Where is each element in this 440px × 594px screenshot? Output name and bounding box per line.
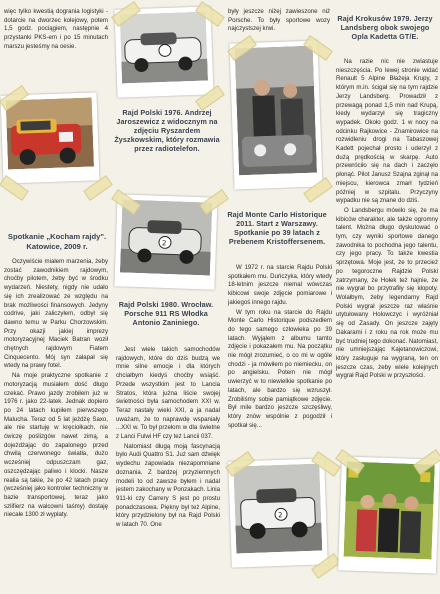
right-column: Na razie nic nie zwiastuje nieszczęścia. Po lewej stronie widać Renault 5 Alpine Błażeja Krupy, z którym m.in. ścigał się na tym rajdzie Jerzy Landsberg. Prowadził z przewagą ponad 1,5 min nad Krupą, kiedy wydarzył się tragiczny wypadek. Około godz. 1 w nocy na odcinku Rajkowice - Znamirowice na rozwidleniu drogi na Tabaszowej Kadett pojechał prosto i uderzył z dużą prędkością w skarpę. Auto przewróciło się na dach i zaczęło płonąć. Pilot Janusz Szajna zginął na miejscu, kierowca zmarł tydzień później w szpitalu. Przyczyny wypadku nie są znane do dziś. O Landsbergu mówiło się, że ma kibiców charakter, ale także ogromny talent. Można długo dyskutować o tym, czy wyniki sportowe danego zawodnika to pochodna jego talentu, czy jego pracy. To także kwestia sprzętowa. Moje jest, że to przecież po tegoroczne Rajdzie Polski zatrzymany, że Hołek też hajnie, że nie wygrał bo przytrafiły się kłopoty. Wolałbym, żeby legendarny Rajd Polski wygrał jeszcze raz właśnie utytułowany Holowczyc i wyróżniał się od Zasady. On jeszcze zajęty Dakarami i z roku na rok może mu być trudniej tego dokonać. Natomiast, nie umniejszając Kajetanowiczowi, który zasługuje na wygraną, ten on jeszcze czas, żeby wiele kolejnych wygrał Rajd Polski w przyszłości. [336,58,438,380]
photo-white-rally-car [228,458,328,567]
group-spotkanie-image [344,461,435,559]
top-mid-paragraph: były jeszcze niżej zawieszone niż Porsche. To były sportowe wozy najczystszej krwi. [228,8,330,33]
photo-monte-carlo-meeting [229,41,322,190]
intro-paragraph: więc tylko kwestią dogrania logistyki - dotarcie na dworzec kolejowy, potem 1,5 godz. pociągiem, następnie 4 przystanki PKS-em i po 15 minutach marszu jesteśmy na oesie. [4,8,108,50]
caption-rajd-krokusow: Rajd Krokusów 1979. Jerzy Landsberg obok swojego Opla Kadetta GT/E. [337,14,433,41]
photo-red-rally-car [0,92,99,183]
svg-text:2: 2 [161,239,167,248]
white-rally-car-image [233,464,322,554]
caption-rajd-polski-1980: Rajd Polski 1980. Wrocław. Porsche 911 RS Włodka Antonio Zaniniego. [118,300,214,327]
svg-text:2: 2 [277,511,283,520]
headline-spotkanie: Spotkanie „Kocham rajdy". Katowice, 2009 r. [7,232,107,251]
photo-group-spotkanie [338,456,440,573]
rajd-polski-1976-image [120,12,208,84]
caption-monte-carlo: Rajd Monte Carlo Historique 2011. Start z Warszawy. Spotkanie po 39 latach z Prebenem Kristoffersenem. [227,210,327,246]
left-column: Oczywiście miałem marzenia, żeby zostać zawodnikiem rajdowym, choćby pilotem, żeby być w środku wydarzeń. Niestety, nigdy nie udało się ich zrealizować ze względu na brak możliwości finansowych. Jedyny codrive, jaki zaliczyłem, odbył się dawno temu w Parku Chorzowskim. Przy okazji jakiej imprezy motoryzacyjnej Maciek Batran woził chętnych rajdowym Fiatem Cinquecento. Mój syn załapał się wtedy na prawy fotel. Na moje praktyczne spotkanie z motoryzacją musiałem dość długo czekać. Prawo jazdy zrobiłem już w 1976 r. jako 22-latek. Jednak dopiero po 24 latach kupiłem pierwszego Malucha. Teraz od 5 lat jeżdżę Saxo, ale nie startuję w kręciołkach, nie ćwiczę poślizgów nawet zimą, a dojeżdżając do zapalonego przed chwilą czerwonego światła, dużo wcześniej odpuszczam gaz, oszczędzając paliwo i klocki. Nasze realia są takie, że po 42 latach pracy (wcześniej jako kontroler techniczny w bazie transportowej, teraz jako szlifierz na walcowni taśmy) dostaję niecałe 1300 zł wypłaty. [4,258,108,519]
caption-rajd-polski-1976: Rajd Polski 1976. Andrzej Jaroszewicz z widocznym na zdjęciu Ryszardem Żyszkowskim, który rozmawia przez radiotelefon. [114,108,220,153]
middle-column: Jest wiele takich samochodów rajdowych, które do dziś budzą we mnie silne emocje i dla których chciałbym kiedyś choćby wsiąść. Przede wszystkim jest to Lancia Stratos, która jużna liście swojej świetności była samochodem XXI w. Teraz nastały wieki XXI, a ja nadal uważam, że to naprawdę wspaniały ...XXI w. To był przełom w dla świetne z Lanci Fulwi HF czy też Lancii 037. Natomiast długą moją fascynacją było Audi Quattro S1. Już sam dźwięk wydechu zapowiada niezapomniane doznania. Z bardzej przyziemnych modeli to od zawsze byłem i nadal jestem zakochany w Ponzakach. Linia 911-ki czy Carrery S jest po prostu ponadczasowa. Piękny był też Alpine, który przydzielony był na Rajd Polski w latach 70. One [116,346,220,529]
red-rally-car-image [6,98,94,170]
center-column: W 1972 r. na starcie Rajdu Polski spotkałem mu. Duńczyka, który wtedy 18-letnim jeszcze niemal wówczas kibicowi swoje zdjęcie pomiarowe i jakiegoś innego rajdu. W tym roku na starcie do Rajdu Monte Carlo Historique podszedłem do tego samego człowieka po 39 latach. Wyjąłem z albumu tamto zdjęcie i pokazałem mu. Na początku nie mógł zrozumieć, o co mi w ogóle chodzi - ja mówiłem po niemiecku, on po angielsku. Potem nie mógł uwierzyć w to niewielkie spotkanie po latach, ale bardzo się wzruszył. Zrobiliśmy sobie pamiątkowe zdjęcie. Był mile bardzo jeszcze szczęśliwy, który znów wspólnie z pogodził i spotkał się... [228,264,332,429]
monte-carlo-meeting-image [235,46,317,176]
photo-rajd-polski-1976 [114,6,213,97]
